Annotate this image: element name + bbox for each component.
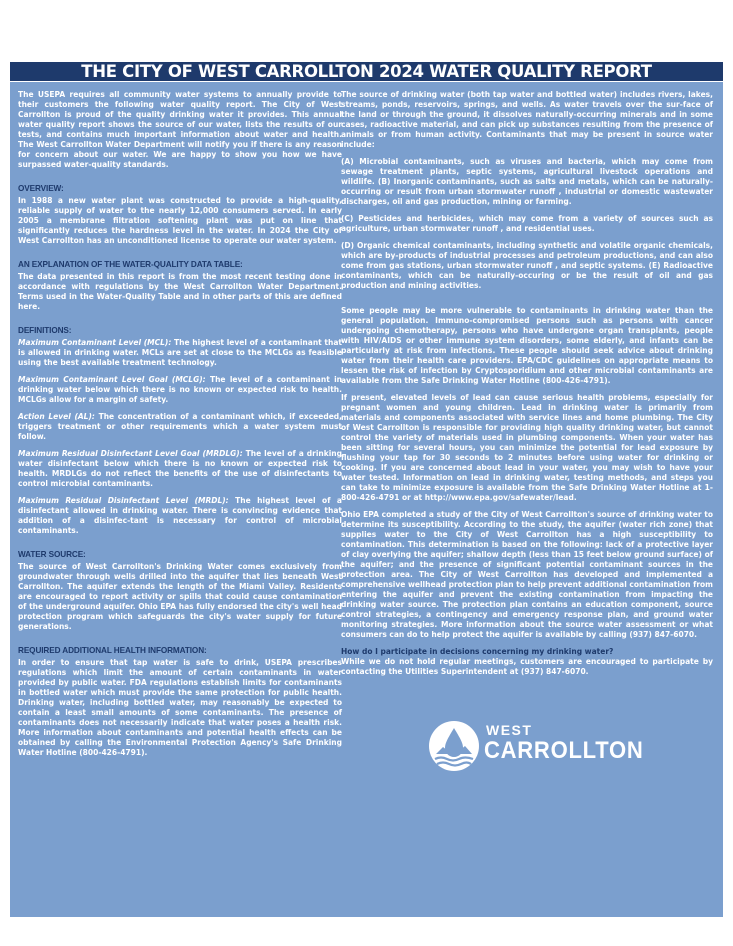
explanation-paragraph: The data presented in this report is from the most recent testing done in accordance with regulations by the West Carrollton Water Department. Terms used in the Water-Quality Table and in other parts of this are defined here. — [18, 272, 342, 311]
definitions-heading: DEFINITIONS: — [18, 326, 72, 335]
definition-term: Maximum Residual Disinfectant Level (MRDL): — [18, 496, 229, 505]
definition-al — [18, 412, 342, 442]
left-column — [18, 90, 342, 758]
sources-paragraph: The source of drinking water (both tap water and bottled water) includes rivers, lakes, streams, ponds, reservoirs, springs, and wells. As water travels over the sur-face of the land or through the ground, it dissolves naturally-occurring minerals and in some cases, radioactive material, and can pick up substances resulting from the presence of animals or from human activity. Contaminants that may be present in source water include: — [341, 90, 713, 149]
right-column — [341, 90, 713, 677]
definition-term: Maximum Contaminant Level (MCL): — [18, 338, 172, 347]
definition-text: The level of a drinking water disinfectant below which there is no known or expected risk to health. MRDLGs do not reflect the benefits of the use of disinfectants to control microbial contaminants. — [18, 449, 342, 488]
overview-heading: OVERVIEW: — [18, 184, 64, 193]
vulnerable-populations-paragraph: Some people may be more vulnerable to contaminants in drinking water than the general population. Immuno-compromised persons such as persons with cancer undergoing chemotherapy, persons who have undergone organ transplants, people with HIV/AIDS or other immune system disorders, some elderly, and infants can be particularly at risk from infections. These people should seek advice about drinking water from their health care providers. EPA/CDC guidelines on appropriate means to lessen the risk of infection by Cryptosporidium and other microbial contaminants are available from the Safe Drinking Water Hotline (800-426-4791). — [341, 306, 713, 385]
health-info-paragraph: In order to ensure that tap water is safe to drink, USEPA prescribes regulations which limit the amount of certain contaminants in water provided by public water. FDA regulations establish limits for contaminants in bottled water which must provide the same protection for public health. Drinking water, including bottled water, may reasonably be expected to contain a least small amounts of some contaminants. The presence of contaminants does not necessarily indicate that water poses a health risk. More information about contaminants and potential health effects can be obtained by calling the Environmental Protection Agency's Safe Drinking Water Hotline (800-426-4791). — [18, 658, 342, 757]
definition-mclg — [18, 375, 342, 405]
definition-term: Action Level (AL): — [18, 412, 95, 421]
logo-text-west: WEST — [486, 722, 533, 738]
definition-text: The highest level of a contaminant that is allowed in drinking water. MCLs are set at close to the MCLGs as feasible using the best available treatment technology. — [18, 338, 342, 367]
definition-text: The highest level of a disinfectant allowed in drinking water. There is convincing evidence that addition of a disinfec-tant is necessary for control of microbial contaminants. — [18, 496, 342, 535]
susceptibility-paragraph: Ohio EPA completed a study of the City of West Carrollton's source of drinking water to determine its susceptibility. According to the study, the aquifer (water rich zone) that supplies water to the City of West Carrollton has a high susceptibility to contamination. This determination is based on the following: lack of a protective layer of clay overlying the aquifer; shallow depth (less than 15 feet below ground surface) of the aquifer; and the presence of significant potential contaminant sources in the protection area. The City of West Carrollton has developed and implemented a comprehensive wellhead protection plan to help prevent additional contamination from entering the aquifer and prevent the existing contamination from impacting the drinking water source. The protection plan contains an education component, source control strategies, a contingency and emergency response plan, and ground water monitoring strategies. More information about the source water assessment or what consumers can do to help protect the aquifer is available by calling (937) 847-6070. — [341, 510, 713, 639]
logo-text-carrollton: CARROLLTON — [484, 737, 644, 764]
definition-text: The level of a contaminant in drinking water below which there is no known or expected risk to health. MCLGs allow for a margin of safety. — [18, 375, 343, 404]
definition-mrdl — [18, 496, 342, 536]
overview-paragraph: In 1988 a new water plant was constructed to provide a high-quality, reliable supply of water to the nearly 12,000 consumers served. In early 2005 a membrane filtration softening plant was put on line that significantly reduces the hardness level in the water. In 2024 the City of West Carrollton has an unconditioned license to operate our water system. — [18, 196, 342, 245]
report-body — [10, 82, 723, 917]
definition-term: Maximum Contaminant Level Goal (MCLG): — [18, 375, 206, 384]
definition-text: The concentration of a contaminant which, if exceeded, triggers treatment or other requirements which a water system must follow. — [18, 412, 342, 441]
water-source-heading: WATER SOURCE: — [18, 550, 86, 559]
definition-mcl — [18, 338, 342, 368]
report-title: THE CITY OF WEST CARROLLTON 2024 WATER QUALITY REPORT — [10, 62, 723, 81]
water-drop-logo-icon — [428, 720, 480, 772]
participate-question: How do I participate in decisions concerning my drinking water? — [341, 647, 614, 656]
explanation-heading: AN EXPLANATION OF THE WATER-QUALITY DATA TABLE: — [18, 260, 243, 269]
participate-paragraph: While we do not hold regular meetings, customers are encouraged to participate by contacting the Utilities Superintendent at (937) 847-6070. — [341, 657, 713, 676]
west-carrollton-logo — [428, 716, 644, 778]
health-info-heading: REQUIRED ADDITIONAL HEALTH INFORMATION: — [18, 646, 207, 655]
water-source-paragraph: The source of West Carrollton's Drinking Water comes exclusively from groundwater through wells drilled into the aquifer that lies beneath West Carrollton. The aquifer extends the length of the Miami Valley. Residents are encouraged to report activity or spills that could cause contamination of the underground aquifer. Ohio EPA has fully endorsed the city's well head protection program which safeguards the city's water supply for future generations. — [18, 562, 342, 631]
contaminants-de-paragraph: (D) Organic chemical contaminants, including synthetic and volatile organic chemicals, which are by-products of industrial processes and petroleum productions, and can also come from gas stations, urban stormwater runoff , and septic systems. (E) Radioactive contaminants, which can be naturally-occuring or be the result of oil and gas production and mining activities. — [341, 241, 713, 290]
definition-term: Maximum Residual Disinfectant Level Goal (MRDLG): — [18, 449, 243, 458]
intro-paragraph: The USEPA requires all community water systems to annually provide to their customers the following water quality report. The City of West Carrollton is proud of the quality drinking water it provides. This annual water quality report shows the source of our water, lists the results of our tests, and contains much important information about water and health. The West Carrollton Water Department will notify you if there is any reason for concern about our water. We are happy to show you how we have surpassed water-quality standards. — [18, 90, 342, 169]
definition-mrdlg — [18, 449, 342, 489]
contaminants-ab-paragraph: (A) Microbial contaminants, such as viruses and bacteria, which may come from sewage treatment plants, septic systems, agricultural livestock operations and wildlife. (B) Inorganic contaminants, such as salts and metals, which can be naturally-occurring or result from urban stormwater runoff , industrial or domestic wastewater discharges, oil and gas production, mining or farming. — [341, 157, 713, 206]
lead-paragraph: If present, elevated levels of lead can cause serious health problems, especially for pregnant women and young children. Lead in drinking water is primarily from materials and components associated with service lines and home plumbing. The City of West Carrollton is responsible for providing high quality drinking water, but cannot control the variety of materials used in plumbing components. When your water has been sitting for several hours, you can minimize the potential for lead exposure by flushing your tap for 30 seconds to 2 minutes before using water for drinking or cooking. If you are concerned about lead in your water, you may wish to have your water tested. Information on lead in drinking water, testing methods, and steps you can take to minimize exposure is available from the Safe Drinking Water Hotline at 1-800-426-4791 or at http://www.epa.gov/safewater/lead. — [341, 393, 713, 502]
contaminants-c-paragraph: (C) Pesticides and herbicides, which may come from a variety of sources such as agriculture, urban stormwater runoff , and residential uses. — [341, 214, 713, 233]
